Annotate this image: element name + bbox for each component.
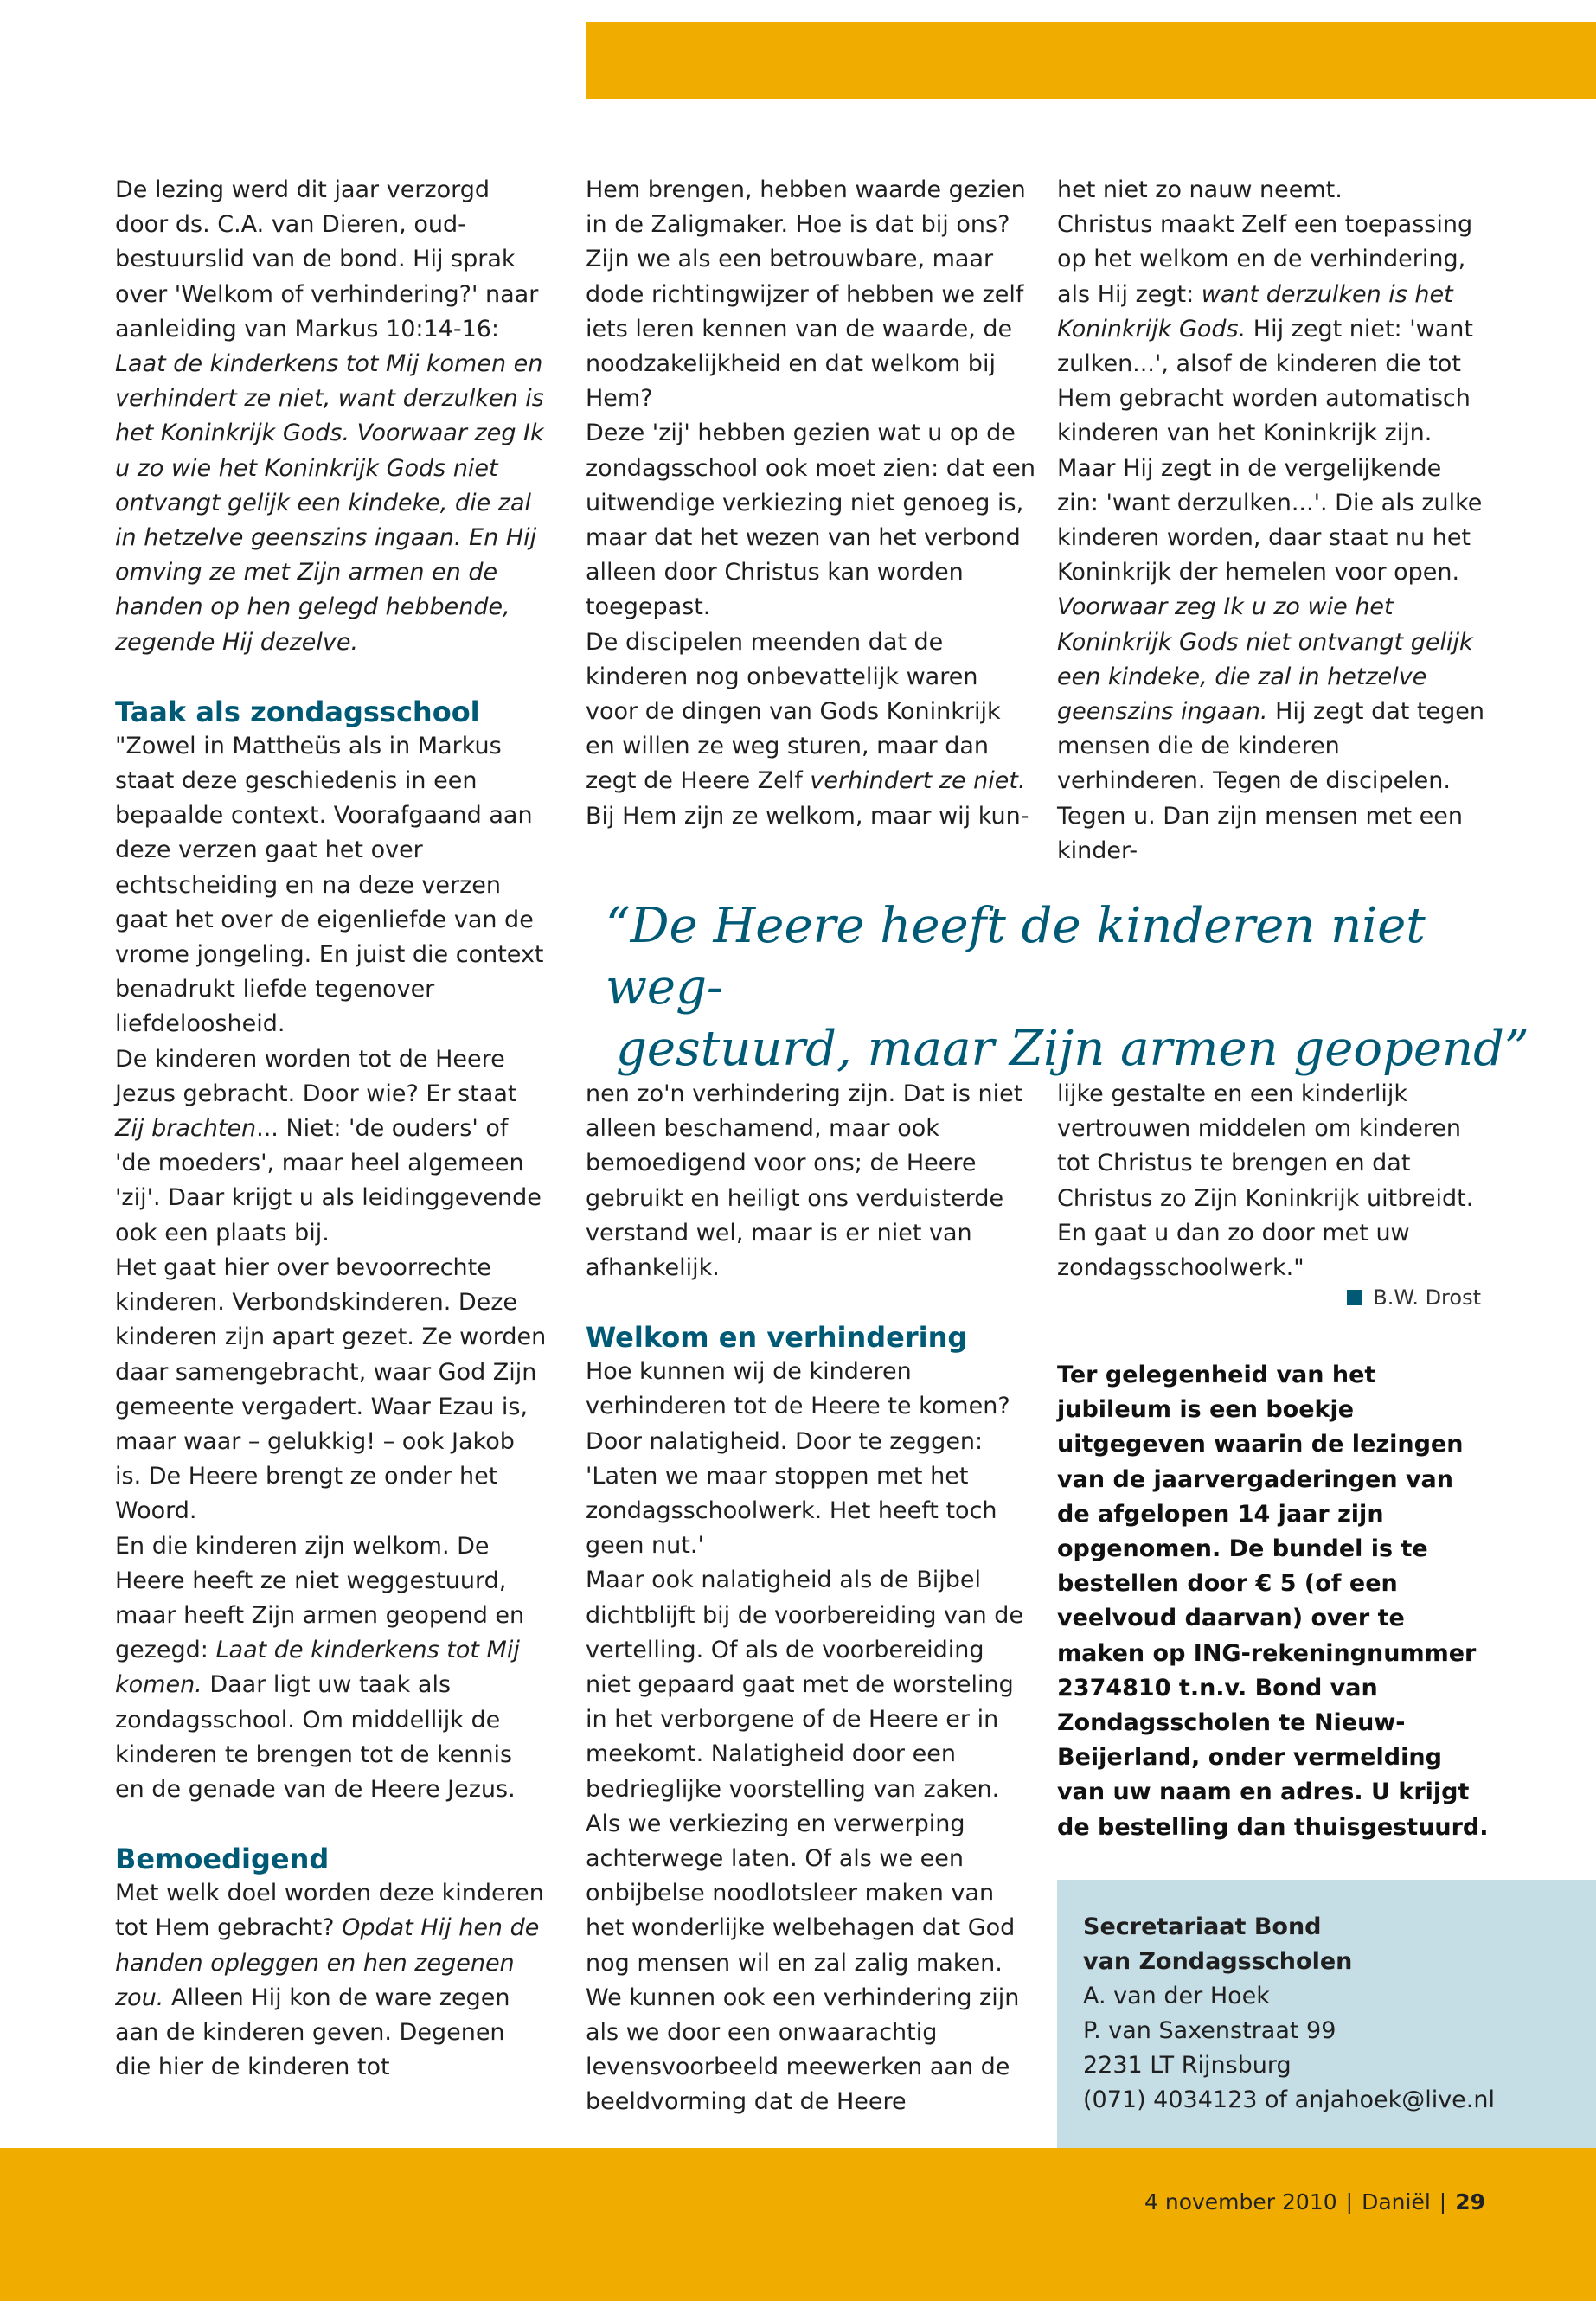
order-notice: Ter gelegenheid van het jubileum is een boekje uitgegeven waarin de lezingen van de jaarvergaderingen van de afgelopen 14 jaar zijn opgenomen. De bundel is te bestellen door € 5 (of een veelvoud daarvan) over te maken op ING-rekeningnummer 2374810 t.n.v. Bond van Zondagsscholen te Nieuw-Beijerland, onder vermelding van uw naam en adres. U krijgt de bestelling dan thuisgestuurd. (1057, 1362, 1489, 1841)
pull-quote-line-2: gestuurd, maar Zijn armen geopend” (616, 1021, 1529, 1077)
column-3-bottom (1057, 1077, 1490, 1285)
paragraph: Maar ook nalatigheid als de Bijbel dichtblijft bij de voorbereiding van de vertelling. Of als de voorbereiding niet gepaard gaat met de worsteling in het verborgene of de Heere er in meekomt. Nalatigheid door een bedrieglijke voorstelling van zaken. Als we verkiezing en verwerping achterwege laten. Of als we een onbijbelse noodlotsleer maken van het wonderlijke welbehagen dat God nog mensen wil en zal zalig maken. We kunnen ook een verhindering zijn als we door een onwaarachtig levensvoorbeeld meewerken aan de beeldvorming dat de Heere (586, 1567, 1024, 2116)
contact-street: P. van Saxenstraat 99 (1083, 2017, 1336, 2044)
heading-taak: Taak als zondagsschool (115, 695, 480, 728)
footer-magazine: Daniël (1362, 2189, 1431, 2214)
paragraph: Met welk doel worden deze kinderen tot Hem gebracht? Opdat Hij hen de handen opleggen en hen zegenen zou. Alleen Hij kon de ware zegen aan de kinderen geven. Degenen die hier de kinderen tot (115, 1880, 544, 2081)
column-3-top (1057, 173, 1490, 868)
paragraph: "Zowel in Mattheüs als in Markus staat deze geschiedenis in een bepaalde context. Voorafgaand aan deze verzen gaat het over echtscheiding en na deze verzen gaat het over de eigenliefde van de vrome jongeling. En juist die context benadrukt liefde tegenover liefdeloosheid. (115, 732, 544, 1038)
paragraph: Christus maakt Zelf een toepassing op het welkom en de verhindering, als Hij zegt: want derzulken is het Koninkrijk Gods. Hij zegt niet: 'want zulken...', alsof de kinderen die tot Hem gebracht worden automatisch kinderen van het Koninkrijk zijn. (1057, 211, 1473, 447)
footer-info: 4 november 2010 | Daniël | 29 (1144, 2189, 1485, 2214)
paragraph: Het gaat hier over bevoorrechte kinderen. Verbondskinderen. Deze kinderen zijn apart gezet. Ze worden daar samengebracht, waar God Zijn gemeente vergadert. Waar Ezau is, maar waar – gelukkig! – ook Jakob is. De Heere brengt ze onder het Woord. (115, 1253, 547, 1525)
heading-bemoedigend: Bemoedigend (115, 1843, 330, 1876)
contact-title-1: Secretariaat Bond (1083, 1913, 1322, 1940)
paragraph: De discipelen meenden dat de kinderen nog onbevattelijk waren voor de dingen van Gods Koninkrijk en willen ze weg sturen, maar dan zegt de Heere Zelf verhindert ze niet. Bij Hem zijn ze welkom, maar wij kun- (586, 628, 1029, 830)
contact-box (1057, 1880, 1596, 2148)
paragraph: nen zo'n verhindering zijn. Dat is niet alleen beschamend, maar ook bemoedigend voor ons; de Heere gebruikt en heiligt ons verduisterde verstand wel, maar is er niet van afhankelijk. (586, 1080, 1023, 1282)
paragraph: Deze 'zij' hebben gezien wat u op de zondagsschool ook moet zien: dat een uitwendige verkiezing niet genoeg is, maar dat het wezen van het verbond alleen door Christus kan worden toegepast. (586, 420, 1035, 621)
footer-bar (0, 2148, 1596, 2301)
column-2-bottom (586, 1077, 1035, 2120)
paragraph: Hem brengen, hebben waarde gezien in de Zaligmaker. Hoe is dat bij ons? Zijn we als een betrouwbare, maar dode richtingwijzer of hebben we zelf iets leren kennen van de waarde, de noodzakelijkheid en dat welkom bij Hem? (586, 176, 1026, 413)
contact-title-2: van Zondagsscholen (1083, 1948, 1353, 1975)
pull-quote (606, 895, 1531, 1080)
top-accent-bar (586, 22, 1596, 99)
contact-phone-email: (071) 4034123 of anjahoek@live.nl (1083, 2086, 1495, 2113)
pull-quote-line-1: “De Heere heeft de kinderen niet weg- (606, 898, 1426, 1016)
column-2-top (586, 173, 1035, 834)
paragraph: Maar Hij zegt in de vergelijkende zin: 'want derzulken...'. Die als zulke kinderen worden, daar staat nu het Koninkrijk der hemelen voor open. Voorwaar zeg Ik u zo wie het Koninkrijk Gods niet ontvangt gelijk een kindeke, die zal in hetzelve geenszins ingaan. Hij zegt dat tegen mensen die de kinderen verhinderen. Tegen de discipelen. Tegen u. Dan zijn mensen met een kinder- (1057, 454, 1484, 864)
paragraph: En die kinderen zijn welkom. De Heere heeft ze niet weggestuurd, maar heeft Zijn armen geopend en gezegd: Laat de kinderkens tot Mij komen. Daar ligt uw taak als zondagsschool. Om middellijk de kinderen te brengen tot de kennis en de genade van de Heere Jezus. (115, 1532, 525, 1803)
heading-welkom: Welkom en verhindering (586, 1321, 968, 1355)
footer-date: 4 november 2010 (1144, 2189, 1337, 2214)
column-1 (115, 173, 548, 2085)
contact-name: A. van der Hoek (1083, 1983, 1270, 2009)
contact-city: 2231 LT Rijnsburg (1083, 2052, 1292, 2079)
paragraph: De kinderen worden tot de Heere Jezus gebracht. Door wie? Er staat Zij brachten... Niet: 'de ouders' of 'de moeders', maar heel algemeen 'zij'. Daar krijgt u als leidinggevende ook een plaats bij. (115, 1045, 542, 1247)
author-byline: B.W. Drost (1057, 1285, 1481, 1310)
page-number: 29 (1455, 2189, 1485, 2214)
paragraph: lijke gestalte en een kinderlijk vertrouwen middelen om kinderen tot Christus te brengen en dat Christus zo Zijn Koninkrijk uitbreidt. En gaat u dan zo door met uw zondagsschoolwerk." (1057, 1080, 1474, 1282)
paragraph: Hoe kunnen wij de kinderen verhinderen tot de Heere te komen? Door nalatigheid. Door te zeggen: 'Laten we maar stoppen met het zondagsschoolwerk. Het heeft toch geen nut.' (586, 1358, 1010, 1560)
paragraph: De lezing werd dit jaar verzorgd door ds. C.A. van Dieren, oud-bestuurslid van de bond. Hij sprak over 'Welkom of verhindering?' naar aanleiding van Markus 10:14-16: Laat de kinderkens tot Mij komen en verhindert ze niet, want derzulken is het Koninkrijk Gods. Voorwaar zeg Ik u zo wie het Koninkrijk Gods niet ontvangt gelijk een kindeke, die zal in hetzelve geenszins ingaan. En Hij omving ze met Zijn armen en de handen op hen gelegd hebbende, zegende Hij dezelve. (115, 176, 544, 656)
square-bullet-icon (1347, 1290, 1362, 1305)
paragraph: het niet zo nauw neemt. (1057, 176, 1343, 203)
